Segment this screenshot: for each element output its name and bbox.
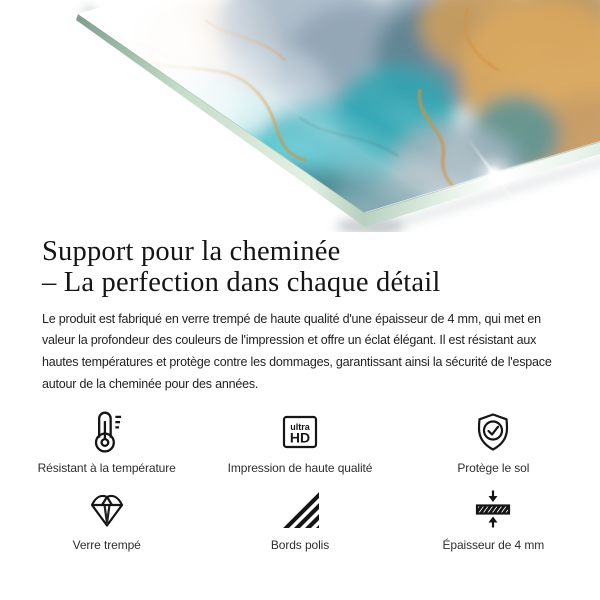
feature-tempered-glass [10,483,203,554]
heading-line-2: – La perfection dans chaque détail [42,267,441,299]
heading-line-1: Support pour la cheminée [42,236,341,267]
feature-polished-edges [203,483,396,554]
feature-label: Bords polis [270,537,330,552]
feature-label: Impression de haute qualité [227,460,373,475]
feature-print-quality [203,406,396,477]
thermometer-icon [84,408,130,454]
feature-floor-protection [397,406,590,477]
description-line: autour de la cheminée pour des années. [42,376,259,391]
feature-temperature [10,406,203,477]
content-section [0,236,600,554]
ultra-hd-badge-bottom: HD [289,429,311,445]
feature-label: Verre trempé [72,537,141,552]
shield-check-icon [471,410,515,454]
feature-label: Protège le sol [457,460,530,475]
diamond-icon [85,487,129,531]
polished-edges-icon [278,487,322,531]
page-title [42,236,592,299]
description-line: hautes températures et protège contre les dommages, garantissant ainsi la sécurité de l'espace [42,355,552,370]
feature-label: Résistant à la température [37,460,176,475]
glass-surface-artwork [0,0,600,232]
glass-panel-photo [0,0,600,232]
thickness-icon [471,487,515,531]
product-description [42,309,592,396]
description-line: Le produit est fabriqué en verre trempé de haute qualité d'une épaisseur de 4 mm, qui met en [42,311,541,326]
feature-label: Épaisseur de 4 mm [442,537,545,552]
feature-thickness [397,483,590,554]
ultra-hd-badge-top: ultra [290,421,310,432]
description-line: valeur la profondeur des couleurs de l'impression et offre un éclat élégant. Il est résistant aux [42,333,537,348]
feature-grid [10,406,590,554]
product-hero-image [0,0,600,232]
ultra-hd-icon [278,410,322,454]
